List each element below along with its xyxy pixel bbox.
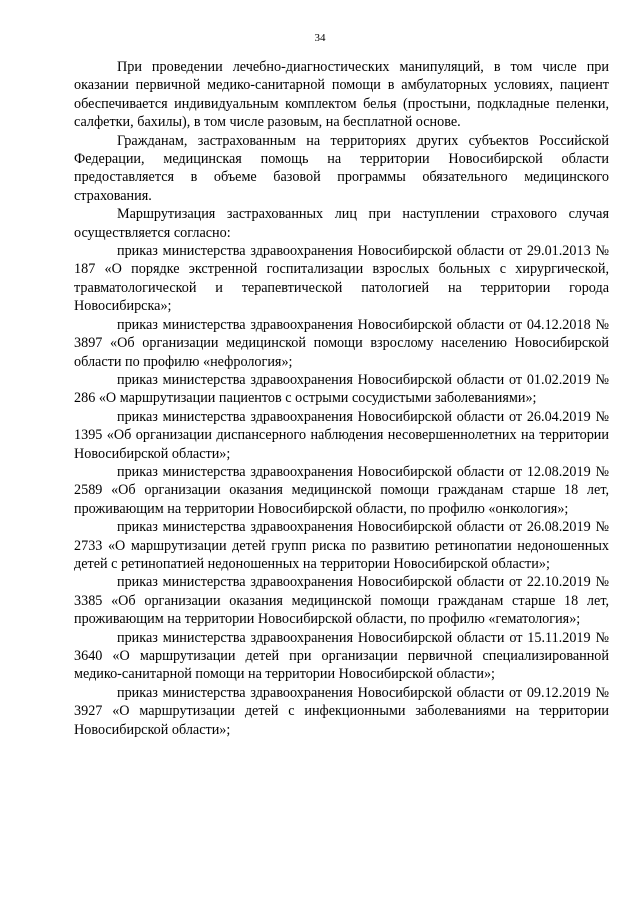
order-item: приказ министерства здравоохранения Новосибирской области от 26.04.2019 № 1395 «Об организации диспансерного наблюдения несовершеннолетних на территории Новосибирской области»; (74, 408, 609, 462)
order-item: приказ министерства здравоохранения Новосибирской области от 15.11.2019 № 3640 «О маршрутизации детей при организации первичной специализированной медико-санитарной помощи на территории Новосибирской области»; (74, 629, 609, 683)
order-item: приказ министерства здравоохранения Новосибирской области от 09.12.2019 № 3927 «О маршрутизации детей с инфекционными заболеваниями на территории Новосибирской области»; (74, 684, 609, 738)
order-item: приказ министерства здравоохранения Новосибирской области от 12.08.2019 № 2589 «Об организации оказания медицинской помощи гражданам старше 18 лет, проживающим на территории Новосибирской области, по профилю «онкология»; (74, 463, 609, 517)
order-item: приказ министерства здравоохранения Новосибирской области от 29.01.2013 № 187 «О порядке экстренной госпитализации взрослых больных с хирургической, травматологической и терапевтической патологией на территории города Новосибирска»; (74, 243, 609, 315)
order-item: приказ министерства здравоохранения Новосибирской области от 22.10.2019 № 3385 «Об организации оказания медицинской помощи гражданам старше 18 лет, проживающим на территории Новосибирской области, по профилю «гематология»; (74, 574, 609, 628)
paragraph-other-regions: Гражданам, застрахованным на территориях других субъектов Российской Федерации, медицинская помощь на территории Новосибирской области предоставляется в объеме базовой программы обязательного медицинского страхования. (74, 132, 609, 204)
document-body (74, 58, 609, 739)
order-item: приказ министерства здравоохранения Новосибирской области от 26.08.2019 № 2733 «О маршрутизации детей групп риска по развитию ретинопатии недоношенных детей с ретинопатией недоношенных на территории Новосибирской области»; (74, 519, 609, 572)
order-item: приказ министерства здравоохранения Новосибирской области от 01.02.2019 № 286 «О маршрутизации пациентов с острыми сосудистыми заболеваниями»; (74, 371, 609, 407)
paragraph-linen-provision: При проведении лечебно-диагностических манипуляций, в том числе при оказании первичной медико-санитарной помощи в амбулаторных условиях, пациент обеспечивается индивидуальным комплектом белья (простыни, подкладные пеленки, салфетки, бахилы), в том числе разовым, на бесплатной основе. (74, 59, 609, 131)
page-number: 34 (314, 32, 326, 44)
order-item: приказ министерства здравоохранения Новосибирской области от 04.12.2018 № 3897 «Об организации медицинской помощи взрослому населению Новосибирской области по профилю «нефрология»; (74, 316, 609, 370)
paragraph-routing-intro: Маршрутизация застрахованных лиц при наступлении страхового случая осуществляется согласно: (74, 206, 609, 241)
